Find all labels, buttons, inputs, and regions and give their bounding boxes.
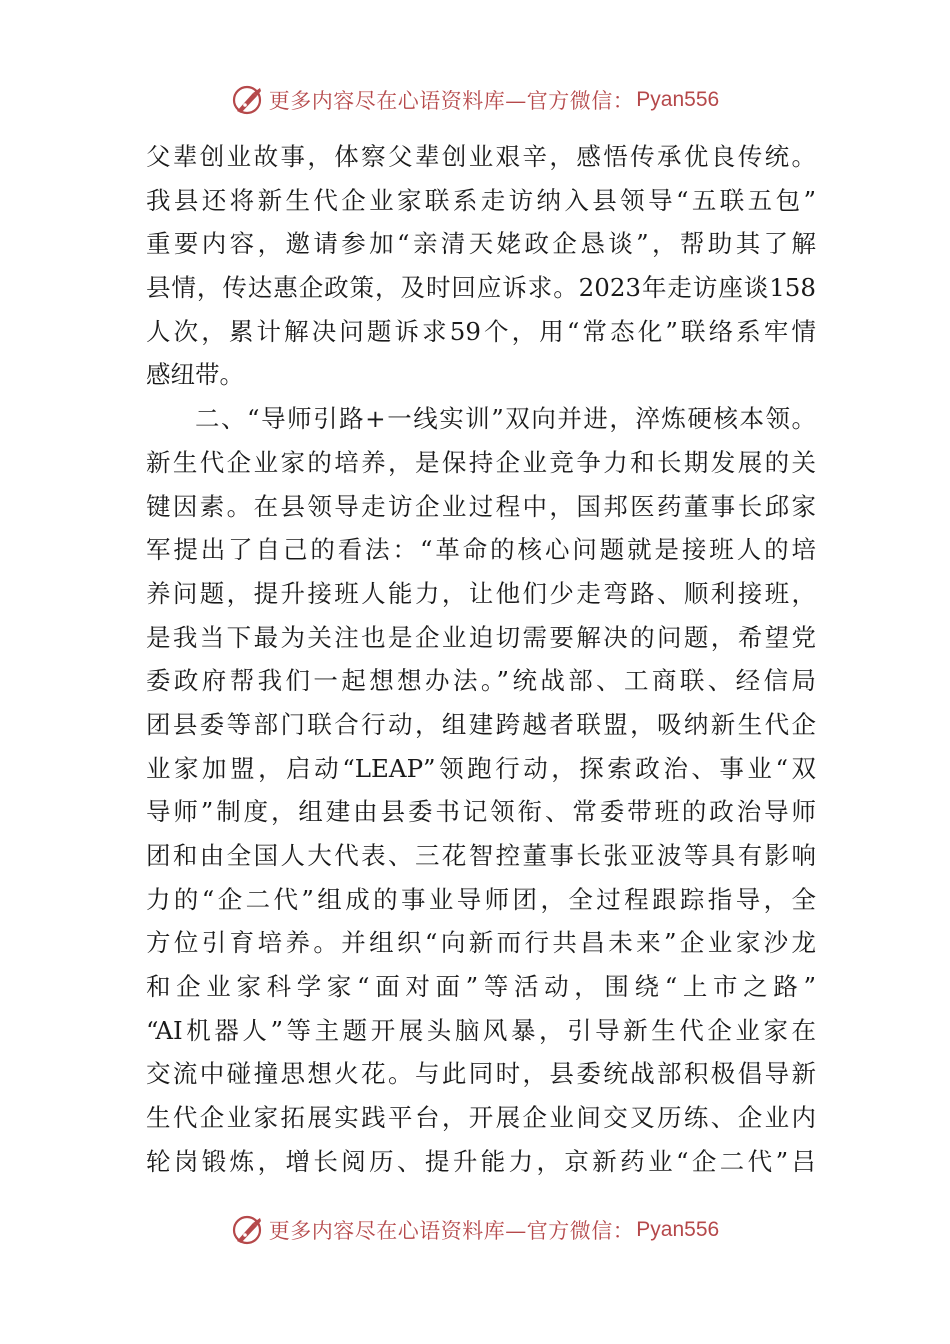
watermark-footer bbox=[0, 1210, 950, 1250]
watermark-handle: Pyan556 bbox=[636, 1218, 720, 1241]
text-line: 我县还将新生代企业家联系走访纳入县领导“五联五包” bbox=[146, 185, 816, 215]
text-line: 方位引育培养。并组织“向新而行共昌未来”企业家沙龙 bbox=[146, 928, 816, 958]
text-line: 是我当下最为关注也是企业迫切需要解决的问题，希望党 bbox=[146, 622, 816, 652]
text-line: 导师”制度，组建由县委书记领衔、常委带班的政治导师 bbox=[146, 797, 816, 827]
text-line: 团县委等部门联合行动，组建跨越者联盟，吸纳新生代企 bbox=[146, 709, 816, 739]
text-line: 人次，累计解决问题诉求59个，用“常态化”联络系牢情 bbox=[146, 316, 816, 346]
text-line: 感纽带。 bbox=[146, 360, 244, 390]
text-line: 新生代企业家的培养，是保持企业竞争力和长期发展的关 bbox=[146, 447, 816, 477]
paragraph-2 bbox=[146, 397, 816, 1183]
section-heading-line: 二、“导师引路+一线实训”双向并进，淬炼硬核本领。 bbox=[195, 404, 816, 434]
text-line: 委政府帮我们一起想想办法。”统战部、工商联、经信局 bbox=[146, 666, 816, 696]
text-line: 生代企业家拓展实践平台，开展企业间交叉历练、企业内 bbox=[146, 1103, 816, 1133]
pen-nib-logo-icon bbox=[231, 83, 265, 117]
text-line: 和企业家科学家“面对面”等活动，围绕“上市之路” bbox=[146, 972, 816, 1002]
text-line: 团和由全国人大代表、三花智控董事长张亚波等具有影响 bbox=[146, 841, 816, 870]
document-body bbox=[146, 135, 816, 1184]
text-line: 军提出了自己的看法：“革命的核心问题就是接班人的培 bbox=[146, 535, 816, 565]
text-line: 轮岗锻炼，增长阅历、提升能力，京新药业“企二代”吕 bbox=[146, 1146, 816, 1176]
text-line: 业家加盟，启动“LEAP”领跑行动，探索政治、事业“双 bbox=[146, 753, 816, 783]
text-line: 养问题，提升接班人能力，让他们少走弯路、顺利接班， bbox=[146, 578, 816, 608]
pen-nib-logo-icon bbox=[231, 1213, 265, 1247]
text-line: 重要内容，邀请参加“亲清天姥政企恳谈”，帮助其了解 bbox=[146, 229, 816, 259]
watermark-header bbox=[0, 80, 950, 120]
text-line: 键因素。在县领导走访企业过程中，国邦医药董事长邱家 bbox=[146, 491, 816, 521]
paragraph-1 bbox=[146, 135, 816, 397]
watermark-handle: Pyan556 bbox=[636, 88, 720, 111]
watermark-text: 更多内容尽在心语资料库—官方微信： bbox=[268, 1219, 635, 1243]
text-line: 县情，传达惠企政策，及时回应诉求。2023年走访座谈158 bbox=[146, 273, 816, 303]
watermark-text: 更多内容尽在心语资料库—官方微信： bbox=[268, 89, 635, 113]
text-line: “AI机器人”等主题开展头脑风暴，引导新生代企业家在 bbox=[146, 1015, 816, 1045]
text-line: 交流中碰撞思想火花。与此同时，县委统战部积极倡导新 bbox=[146, 1059, 816, 1089]
text-line: 力的“企二代”组成的事业导师团，全过程跟踪指导，全 bbox=[146, 884, 816, 914]
text-line: 父辈创业故事，体察父辈创业艰辛，感悟传承优良传统。 bbox=[146, 142, 816, 171]
